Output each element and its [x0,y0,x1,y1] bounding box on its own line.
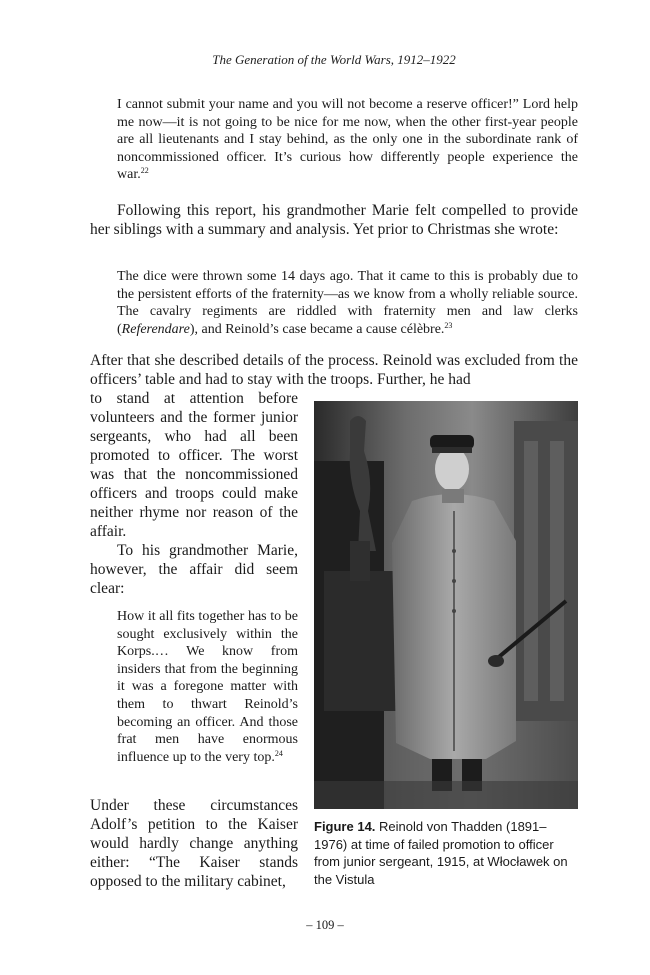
paragraph-4: Under these circumstances Adolf’s petition to the Kaiser would hardly change anything either: “The Kaiser stands opposed to the military cabinet, [90,797,298,890]
figure-caption-text: Reinold von Thadden (1891–1976) at time of failed promotion to officer from junior sergeant, 1915, at Włocławek on the Vistula [314,819,568,887]
quote-2-text-a: The dice were thrown some 14 days ago. That it came to this is probably due to the persistent efforts of the fraternity—as we know from a wholly reliable source. The cavalry regiments are riddled with fraternity men and law clerks ( [117,269,578,337]
quote-1-text: I cannot submit your name and you will not become a reserve officer!” Lord help me now—it is not going to be nice for me now, when the other first-year people are all lieutenants and I stay behind, as the only one in the subordinate rank of noncommissioned officer. It’s curious how differently people experience the war. [117,97,578,183]
figure-photo [314,401,578,809]
block-quote-3 [117,608,298,766]
quote-2-italic-term: Referendare [121,321,190,337]
block-quote-1 [117,96,578,184]
figure-caption [314,818,578,888]
paragraph-1: Following this report, his grandmother Marie felt compelled to provide her siblings with a summary and analysis. Yet prior to Christmas she wrote: [90,202,578,238]
paragraph-2: After that she described details of the process. Reinold was excluded from the officers’ table and had to stay with the troops. Further, he had [90,352,578,388]
footnote-ref-22: 22 [140,166,149,176]
block-quote-2 [117,268,578,338]
figure-label: Figure 14. [314,819,376,834]
paragraph-3: To his grandmother Marie, however, the affair did seem clear: [90,542,298,597]
page-number: – 109 – [306,918,344,932]
footnote-ref-24: 24 [274,748,283,758]
quote-3-text: How it all fits together has to be sought exclusively within the Korps.… We know from insiders that from the beginning it was a foregone matter with them to thwart Reinold’s becoming an officer. And those frat men have enormous influence up to the very top. [117,609,298,765]
paragraph-2-continued: to stand at attention before volunteers and the former junior sergeants, who had all been promoted to officer. The worst was that the noncommissioned officers and troops could make neither rhyme nor reason of the affair. [90,390,298,540]
footnote-ref-23: 23 [444,320,453,330]
running-header: The Generation of the World Wars, 1912–1922 [212,52,456,67]
quote-2-text-b: ), and Reinold’s case became a cause célèbre. [189,321,445,337]
